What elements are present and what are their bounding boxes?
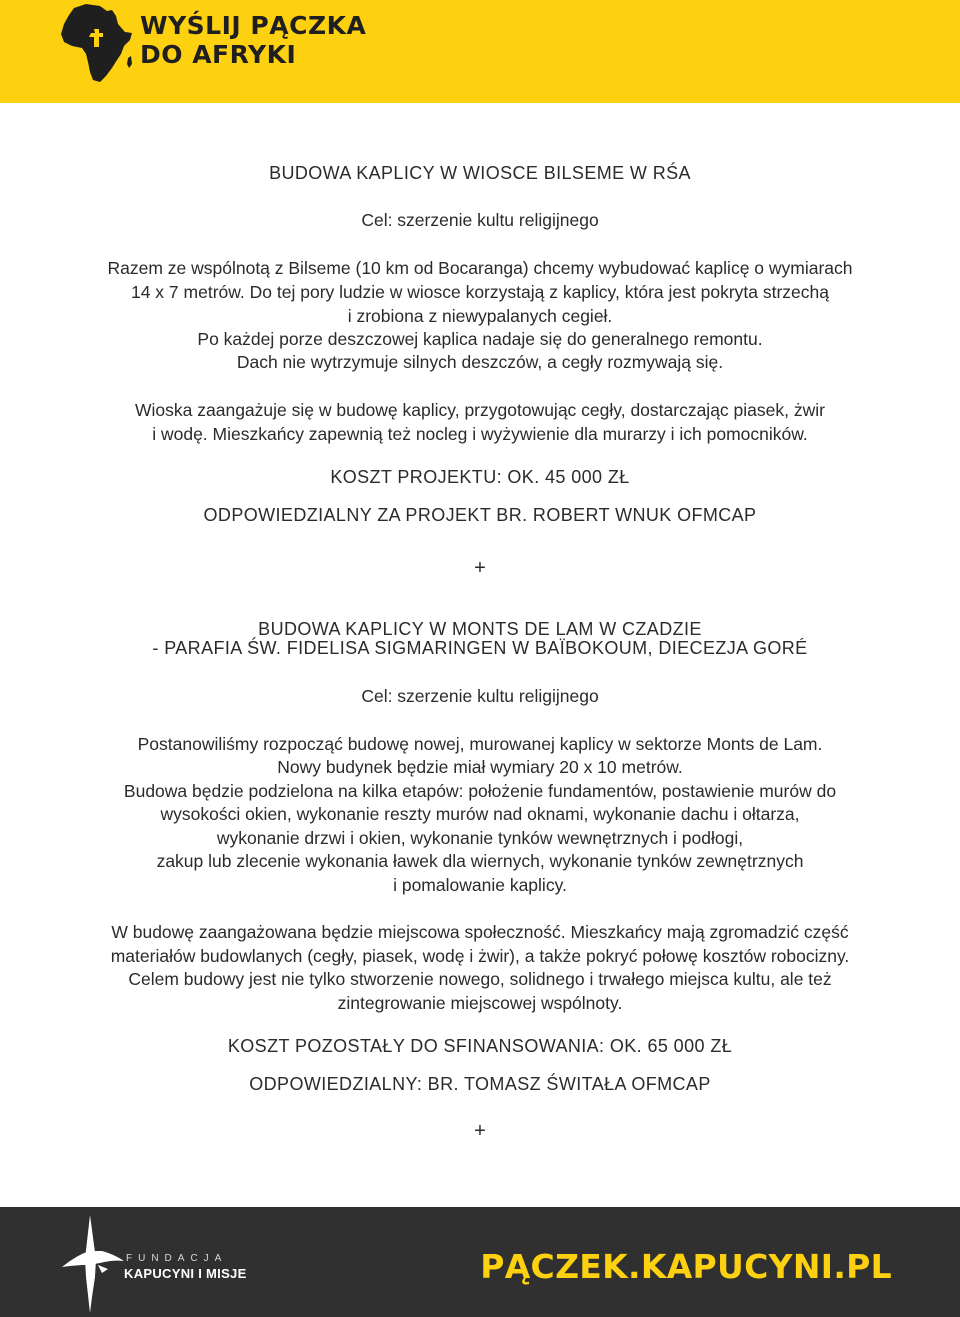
project-2-desc-line: wysokości okien, wykonanie reszty murów nad oknami, wykonanie dachu i ołtarza, bbox=[160, 804, 800, 824]
project-2-desc2-line: Celem budowy jest nie tylko stworzenie nowego, solidnego i trwałego miejsca kultu, ale też bbox=[128, 969, 832, 989]
project-1-responsible: ODPOWIEDZIALNY ZA PROJEKT BR. ROBERT WNUK OFMCAP bbox=[203, 505, 757, 525]
project-2-desc-line: zakup lub zlecenie wykonania ławek dla wiernych, wykonanie tynków zewnętrznych bbox=[156, 851, 804, 871]
project-2-desc2-line: W budowę zaangażowana będzie miejscowa społeczność. Mieszkańcy mają zgromadzić część bbox=[111, 922, 849, 942]
project-2-desc-line: Postanowiliśmy rozpocząć budowę nowej, murowanej kaplicy w sektorze Monts de Lam. bbox=[137, 734, 823, 754]
project-1-cost: KOSZT PROJEKTU: OK. 45 000 ZŁ bbox=[330, 467, 630, 487]
website-link[interactable]: PĄCZEK.KAPUCYNI.PL bbox=[480, 1247, 892, 1286]
project-2-desc2-line: zintegrowanie miejscowej wspólnoty. bbox=[337, 993, 623, 1013]
project-2-desc-line: i pomalowanie kaplicy. bbox=[393, 875, 567, 895]
brand-line-1: WYŚLIJ PĄCZKA bbox=[140, 11, 367, 40]
project-2-title-line-2: - PARAFIA ŚW. FIDELISA SIGMARINGEN W BAÏBOKOUM, DIECEZJA GORÉ bbox=[152, 638, 808, 658]
tau-cross-icon bbox=[62, 1215, 124, 1313]
foundation-label: FUNDACJA bbox=[126, 1253, 228, 1264]
project-2-desc-line: wykonanie drzwi i okien, wykonanie tynków wewnętrznych i podłogi, bbox=[216, 828, 744, 848]
project-1-desc-line: Dach nie wytrzymuje silnych deszczów, a cegły rozmywają się. bbox=[236, 352, 724, 372]
foundation-name: KAPUCYNI I MISJE bbox=[124, 1266, 247, 1281]
section-separator: + bbox=[474, 1120, 486, 1142]
project-2-responsible: ODPOWIEDZIALNY: BR. TOMASZ ŚWITAŁA OFMCAP bbox=[249, 1074, 711, 1094]
africa-map-icon bbox=[60, 2, 134, 84]
project-1-desc-line: Razem ze wspólnotą z Bilseme (10 km od Bocaranga) chcemy wybudować kaplicę o wymiarach bbox=[107, 258, 853, 278]
project-2-desc-line: Budowa będzie podzielona na kilka etapów: położenie fundamentów, postawienie murów do bbox=[123, 781, 837, 801]
project-1-desc-line: 14 x 7 metrów. Do tej pory ludzie w wiosce korzystają z kaplicy, która jest pokryta strzechą bbox=[130, 282, 829, 302]
project-2-desc2-line: materiałów budowlanych (cegły, piasek, wodę i żwir), a także pokryć połowę kosztów robocizny. bbox=[110, 946, 850, 966]
project-2-goal: Cel: szerzenie kultu religijnego bbox=[361, 686, 599, 706]
header-banner bbox=[0, 0, 960, 103]
project-2-desc-line: Nowy budynek będzie miał wymiary 20 x 10 metrów. bbox=[277, 757, 683, 777]
project-1-goal: Cel: szerzenie kultu religijnego bbox=[361, 210, 599, 230]
footer bbox=[0, 1207, 960, 1317]
project-1-desc2-line: Wioska zaangażuje się w budowę kaplicy, przygotowując cegły, dostarczając piasek, żwir bbox=[135, 400, 825, 420]
project-2-cost: KOSZT POZOSTAŁY DO SFINANSOWANIA: OK. 65 000 ZŁ bbox=[227, 1036, 733, 1056]
project-1-desc-line: Po każdej porze deszczowej kaplica nadaje się do generalnego remontu. bbox=[197, 329, 763, 349]
project-2-title-line-1: BUDOWA KAPLICY W MONTS DE LAM W CZADZIE bbox=[258, 619, 702, 639]
project-1-desc2-line: i wodę. Mieszkańcy zapewnią też nocleg i wyżywienie dla murarzy i ich pomocników. bbox=[152, 424, 808, 444]
section-separator: + bbox=[474, 557, 486, 579]
brand-line-2: DO AFRYKI bbox=[140, 40, 297, 69]
project-1-title: BUDOWA KAPLICY W WIOSCE BILSEME W RŚA bbox=[269, 163, 691, 183]
brand-title bbox=[140, 11, 366, 69]
project-1-desc-line: i zrobiona z niewypalanych cegieł. bbox=[347, 306, 613, 326]
